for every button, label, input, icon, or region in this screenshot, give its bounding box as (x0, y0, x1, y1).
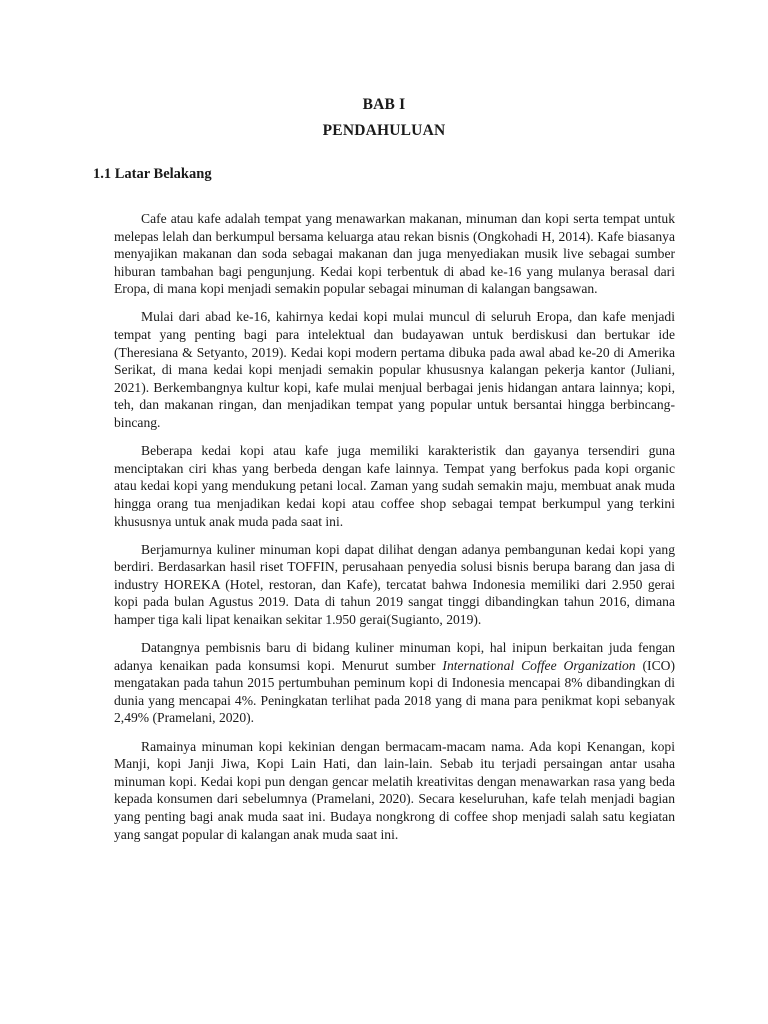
paragraph-text: Mulai dari abad ke-16, kahirnya kedai kopi mulai muncul di seluruh Eropa, dan kafe menjadi tempat yang penting bagi para intelektual dan budayawan untuk berdiskusi dan bertukar ide (Theresiana & Setyanto, 2019). Kedai kopi modern pertama dibuka pada awal abad ke-20 di Amerika Serikat, di mana kedai kopi menjadi semakin popular khususnya kalangan pekerja kantor (Juliani, 2021). Berkembangnya kultur kopi, kafe mulai menjual berbagai jenis hidangan antara lainnya; kopi, teh, dan makanan ringan, dan menjadikan tempat yang popular untuk bersantai hingga berbincang-bincang. (114, 309, 675, 431)
chapter-title: PENDAHULUAN (322, 122, 446, 139)
document-body (114, 210, 675, 854)
paragraph-6 (114, 738, 675, 844)
paragraph-4 (114, 541, 675, 629)
paragraph-text: Cafe atau kafe adalah tempat yang menawarkan makanan, minuman dan kopi serta tempat untuk melepas lelah dan berkumpul bersama keluarga atau rekan bisnis (Ongkohadi H, 2014). Kafe biasanya menyajikan makanan dan soda sebagai makanan dan juga menyediakan musik live sebagai sumber hiburan tambahan bagi pengunjung. Kedai kopi terbentuk di abad ke-16 yang mulanya berasal dari Eropa, di mana kopi menjadi semakin popular sebagai minuman di kalangan bangsawan. (114, 211, 675, 297)
paragraph-3 (114, 442, 675, 530)
paragraph-1 (114, 210, 675, 298)
paragraph-text: Ramainya minuman kopi kekinian dengan bermacam-macam nama. Ada kopi Kenangan, kopi Manji, kopi Janji Jiwa, Kopi Lain Hati, dan lain-lain. Sebab itu terjadi persaingan antar usaha minuman kopi. Kedai kopi pun dengan gencar melatih kreativitas dengan menawarkan rasa yang beda kepada konsumen dari sebelumnya (Pramelani, 2020). Secara keseluruhan, kafe telah menjadi bagian yang penting bagi anak muda saat ini. Budaya nongkrong di coffee shop menjadi salah satu kegiatan yang sangat popular di kalangan anak muda saat ini. (114, 738, 675, 842)
section-heading: 1.1 Latar Belakang (93, 166, 212, 182)
paragraph-text: Beberapa kedai kopi atau kafe juga memiliki karakteristik dan gayanya tersendiri guna menciptakan ciri khas yang berbeda dengan kafe lainnya. Tempat yang berfokus pada kopi organic atau kedai kopi yang mendukung petani local. Zaman yang sudah semakin maju, membuat anak muda hingga orang tua menjadikan kedai kopi atau coffee shop sebagai tempat berkumpul yang terkini khususnya untuk anak muda pada saat ini. (114, 443, 675, 529)
paragraph-2 (114, 308, 675, 431)
paragraph-text: Datangnya pembisnis baru di bidang kuliner minuman kopi, hal inipun berkaitan juda fengan adanya kenaikan pada konsumsi kopi. Menurut sumber (114, 640, 675, 673)
paragraph-text: (ICO) mengatakan pada tahun 2015 pertumbuhan peminum kopi di Indonesia mencapai 8% dibandingkan di dunia yang mencapai 4%. Peningkatan terlihat pada 2018 yang di mana para penikmat kopi sebanyak 2,49% (Pramelani, 2020). (114, 657, 675, 726)
paragraph-text: Berjamurnya kuliner minuman kopi dapat dilihat dengan adanya pembangunan kedai kopi yang berdiri. Berdasarkan hasil riset TOFFIN, perusahaan penyedia solusi bisnis berupa barang dan jasa di industry HOREKA (Hotel, restoran, dan Kafe), tercatat bahwa Indonesia memiliki dari 2.950 gerai kopi pada bulan Agustus 2019. Data di tahun 2019 sangat tinggi dibandingkan tahun 2016, dimana hamper tiga kali lipat kenaikan sekitar 1.950 gerai(Sugianto, 2019). (114, 541, 675, 627)
paragraph-italic-text: International Coffee Organization (442, 657, 636, 673)
paragraph-5 (114, 639, 675, 727)
chapter-number: BAB I (362, 96, 406, 113)
